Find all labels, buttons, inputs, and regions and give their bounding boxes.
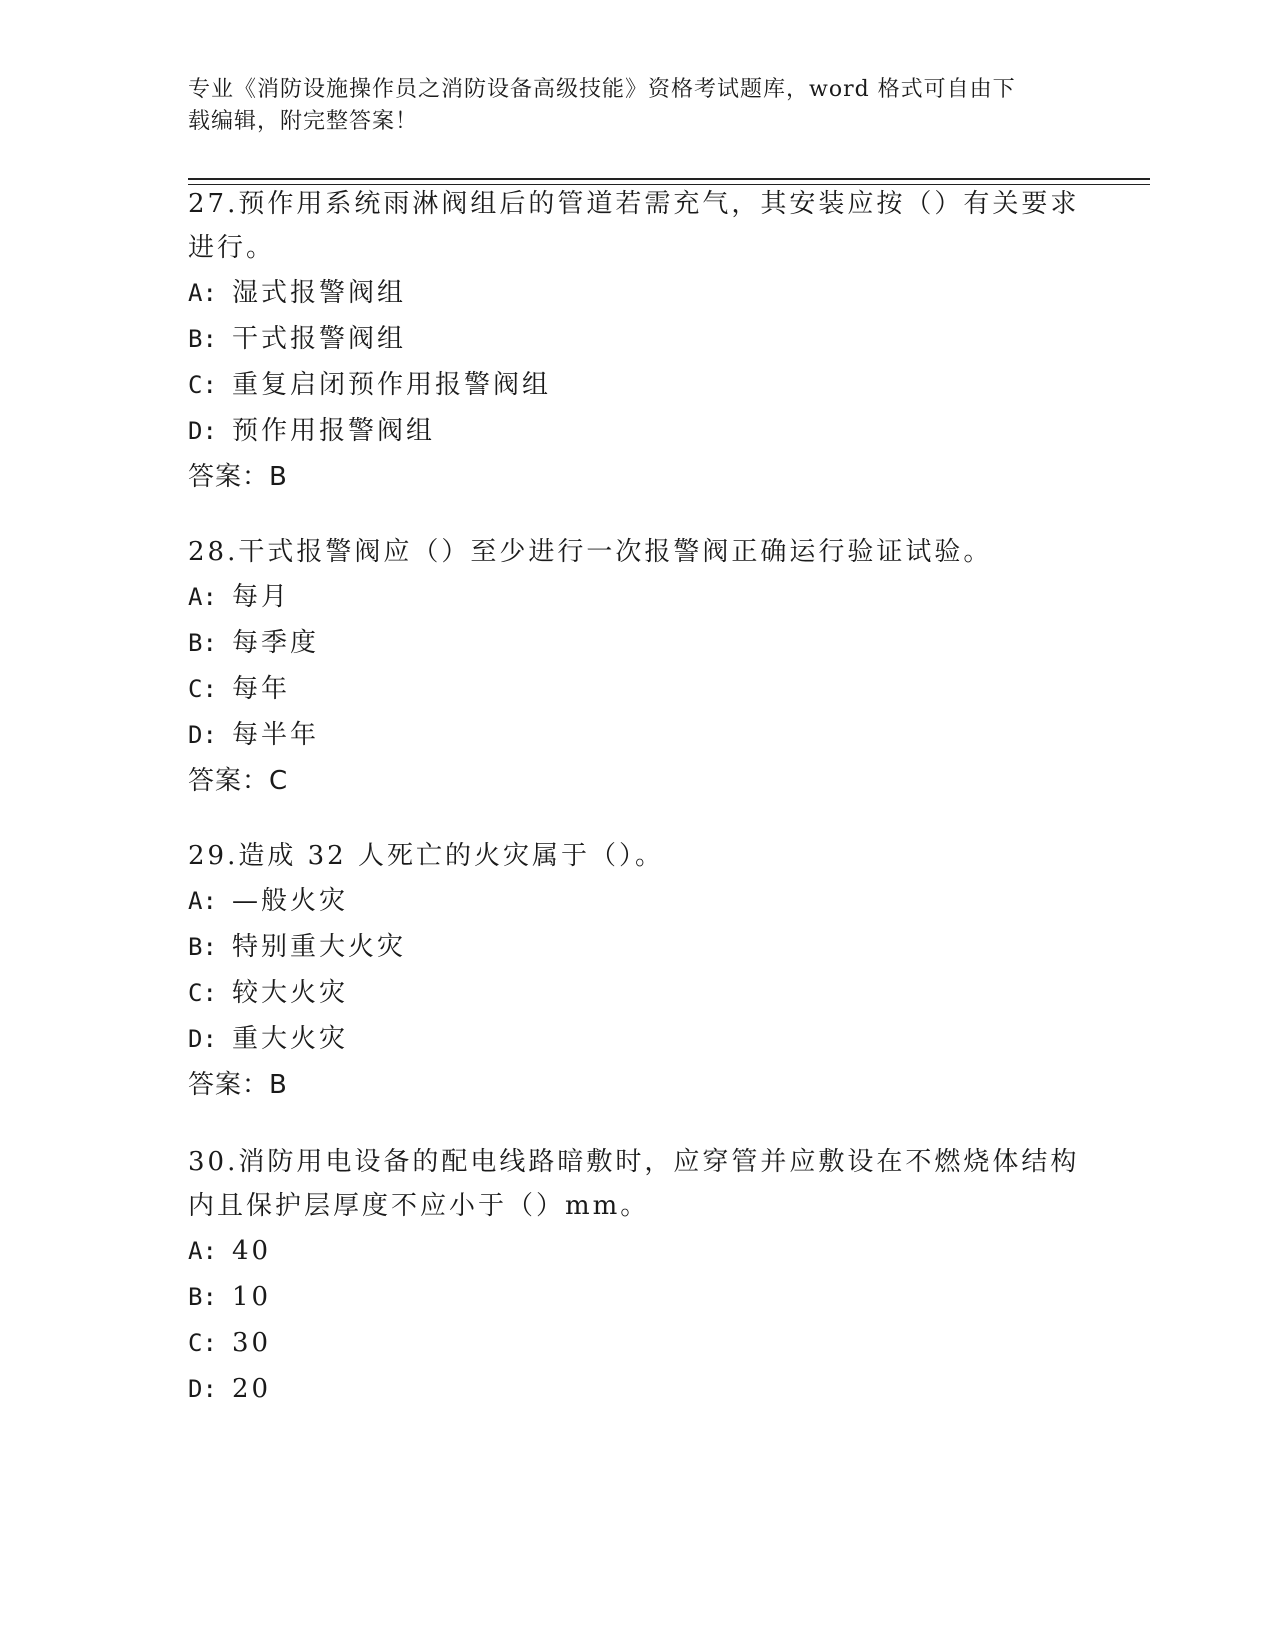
option-text: 10 (232, 1282, 272, 1312)
option-letter: B: (188, 933, 217, 961)
option-c (188, 1320, 1088, 1366)
document-header-note (188, 74, 1068, 138)
question-27 (188, 182, 1088, 500)
question-stem: 28.干式报警阀应（）至少进行一次报警阀正确运行验证试验。 (188, 537, 993, 567)
option-text: 30 (232, 1328, 272, 1358)
option-text: 预作用报警阀组 (232, 416, 436, 446)
question-28 (188, 530, 1088, 804)
answer-line: 答案：B (188, 462, 288, 492)
header-line-2: 载编辑，附完整答案！ (188, 109, 419, 134)
option-letter: D: (188, 1375, 217, 1403)
question-stem: 27.预作用系统雨淋阀组后的管道若需充气，其安装应按（）有关要求进行。 (188, 189, 1080, 263)
option-d (188, 712, 1088, 758)
option-d (188, 1016, 1088, 1062)
option-text: 特别重大火灾 (232, 932, 407, 962)
option-letter: C: (188, 371, 217, 399)
option-letter: A: (188, 1237, 217, 1265)
question-stem: 29.造成 32 人死亡的火灾属于（）。 (188, 841, 664, 871)
option-text: 每月 (232, 582, 291, 612)
option-b (188, 1274, 1088, 1320)
option-text: 湿式报警阀组 (232, 278, 407, 308)
option-c (188, 970, 1088, 1016)
option-a (188, 270, 1088, 316)
option-text: 干式报警阀组 (232, 324, 407, 354)
option-a (188, 574, 1088, 620)
option-b (188, 316, 1088, 362)
option-text: 每季度 (232, 628, 320, 658)
option-letter: C: (188, 675, 217, 703)
option-d (188, 1366, 1088, 1412)
option-text: 每半年 (232, 720, 320, 750)
option-letter: B: (188, 1283, 217, 1311)
option-text: 20 (232, 1374, 272, 1404)
option-b (188, 620, 1088, 666)
option-letter: D: (188, 721, 217, 749)
option-a (188, 878, 1088, 924)
option-letter: B: (188, 629, 217, 657)
header-line-1: 专业《消防设施操作员之消防设备高级技能》资格考试题库，word 格式可自由下 (188, 77, 1016, 102)
option-a (188, 1228, 1088, 1274)
header-divider-thick (188, 178, 1150, 180)
option-text: 重复启闭预作用报警阀组 (232, 370, 552, 400)
question-29 (188, 834, 1088, 1108)
option-letter: A: (188, 279, 217, 307)
option-letter: D: (188, 1025, 217, 1053)
option-text: 40 (232, 1236, 272, 1266)
answer-line: 答案：C (188, 766, 289, 796)
question-30 (188, 1140, 1088, 1412)
option-c (188, 362, 1088, 408)
option-b (188, 924, 1088, 970)
option-letter: D: (188, 417, 217, 445)
option-letter: B: (188, 325, 217, 353)
option-letter: C: (188, 1329, 217, 1357)
option-letter: C: (188, 979, 217, 1007)
question-stem: 30.消防用电设备的配电线路暗敷时，应穿管并应敷设在不燃烧体结构内且保护层厚度不应小于（）mm。 (188, 1147, 1080, 1221)
option-c (188, 666, 1088, 712)
answer-line: 答案：B (188, 1070, 288, 1100)
option-text: —般火灾 (232, 886, 349, 916)
option-text: 较大火灾 (232, 978, 349, 1008)
option-letter: A: (188, 583, 217, 611)
option-text: 重大火灾 (232, 1024, 349, 1054)
option-text: 每年 (232, 674, 291, 704)
option-letter: A: (188, 887, 217, 915)
option-d (188, 408, 1088, 454)
